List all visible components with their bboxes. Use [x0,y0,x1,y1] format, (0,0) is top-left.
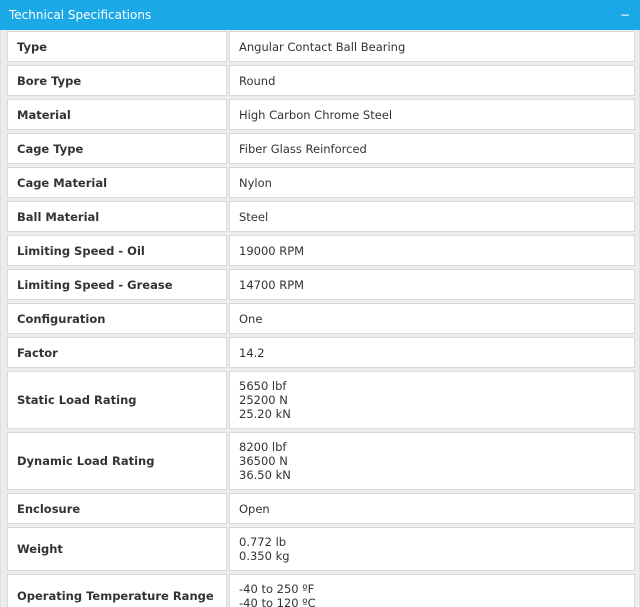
spec-value [229,133,635,164]
spec-label: Material [7,99,227,130]
spec-row [7,167,635,198]
spec-value-line: 0.772 lb [239,535,287,549]
spec-value [229,31,635,62]
spec-row [7,201,635,232]
spec-row [7,303,635,334]
spec-row [7,527,635,571]
spec-value-line: 5650 lbf [239,379,287,393]
spec-label: Ball Material [7,201,227,232]
spec-value [229,432,635,490]
spec-label: Enclosure [7,493,227,524]
spec-value-line: Nylon [239,175,272,190]
spec-row [7,574,635,607]
spec-value-line: -40 to 250 ºF [239,582,315,596]
spec-value [229,201,635,232]
spec-row [7,493,635,524]
spec-value-line: High Carbon Chrome Steel [239,107,393,122]
spec-label: Configuration [7,303,227,334]
spec-value [229,493,635,524]
spec-label: Factor [7,337,227,368]
spec-value [229,65,635,96]
spec-row [7,269,635,300]
spec-value [229,527,635,571]
spec-value-line: One [239,311,263,326]
spec-value-line: Round [239,73,276,88]
spec-label: Limiting Speed - Oil [7,235,227,266]
spec-label: Type [7,31,227,62]
spec-value-line: Fiber Glass Reinforced [239,141,367,156]
panel-title: Technical Specifications [9,8,152,22]
spec-value [229,371,635,429]
spec-label: Cage Type [7,133,227,164]
panel-header[interactable] [0,0,640,30]
spec-row [7,337,635,368]
spec-value-line: 0.350 kg [239,549,290,563]
spec-value-line: -40 to 120 ºC [239,596,316,607]
spec-label: Weight [7,527,227,571]
spec-value-line: 25200 N [239,393,288,407]
spec-value-line: Steel [239,209,269,224]
spec-row [7,99,635,130]
spec-value [229,99,635,130]
spec-value-line: 14.2 [239,345,265,360]
spec-row [7,371,635,429]
spec-value-line: 8200 lbf [239,440,287,454]
spec-value-line: 36500 N [239,454,288,468]
spec-row [7,133,635,164]
spec-value [229,337,635,368]
spec-value [229,167,635,198]
spec-value-line: 19000 RPM [239,243,305,258]
spec-row [7,235,635,266]
spec-row [7,65,635,96]
spec-label: Cage Material [7,167,227,198]
spec-value-line: Open [239,501,270,516]
spec-label: Operating Temperature Range [7,574,227,607]
spec-row [7,31,635,62]
spec-label: Limiting Speed - Grease [7,269,227,300]
spec-value [229,235,635,266]
spec-value-line: 36.50 kN [239,468,291,482]
spec-value-line: 14700 RPM [239,277,305,292]
specifications-table [0,30,640,607]
spec-value [229,269,635,300]
spec-label: Static Load Rating [7,371,227,429]
spec-label: Dynamic Load Rating [7,432,227,490]
spec-label: Bore Type [7,65,227,96]
spec-value [229,574,635,607]
spec-value-line: 25.20 kN [239,407,291,421]
spec-value-line: Angular Contact Ball Bearing [239,39,406,54]
spec-value [229,303,635,334]
spec-row [7,432,635,490]
collapse-icon[interactable]: − [619,8,630,22]
